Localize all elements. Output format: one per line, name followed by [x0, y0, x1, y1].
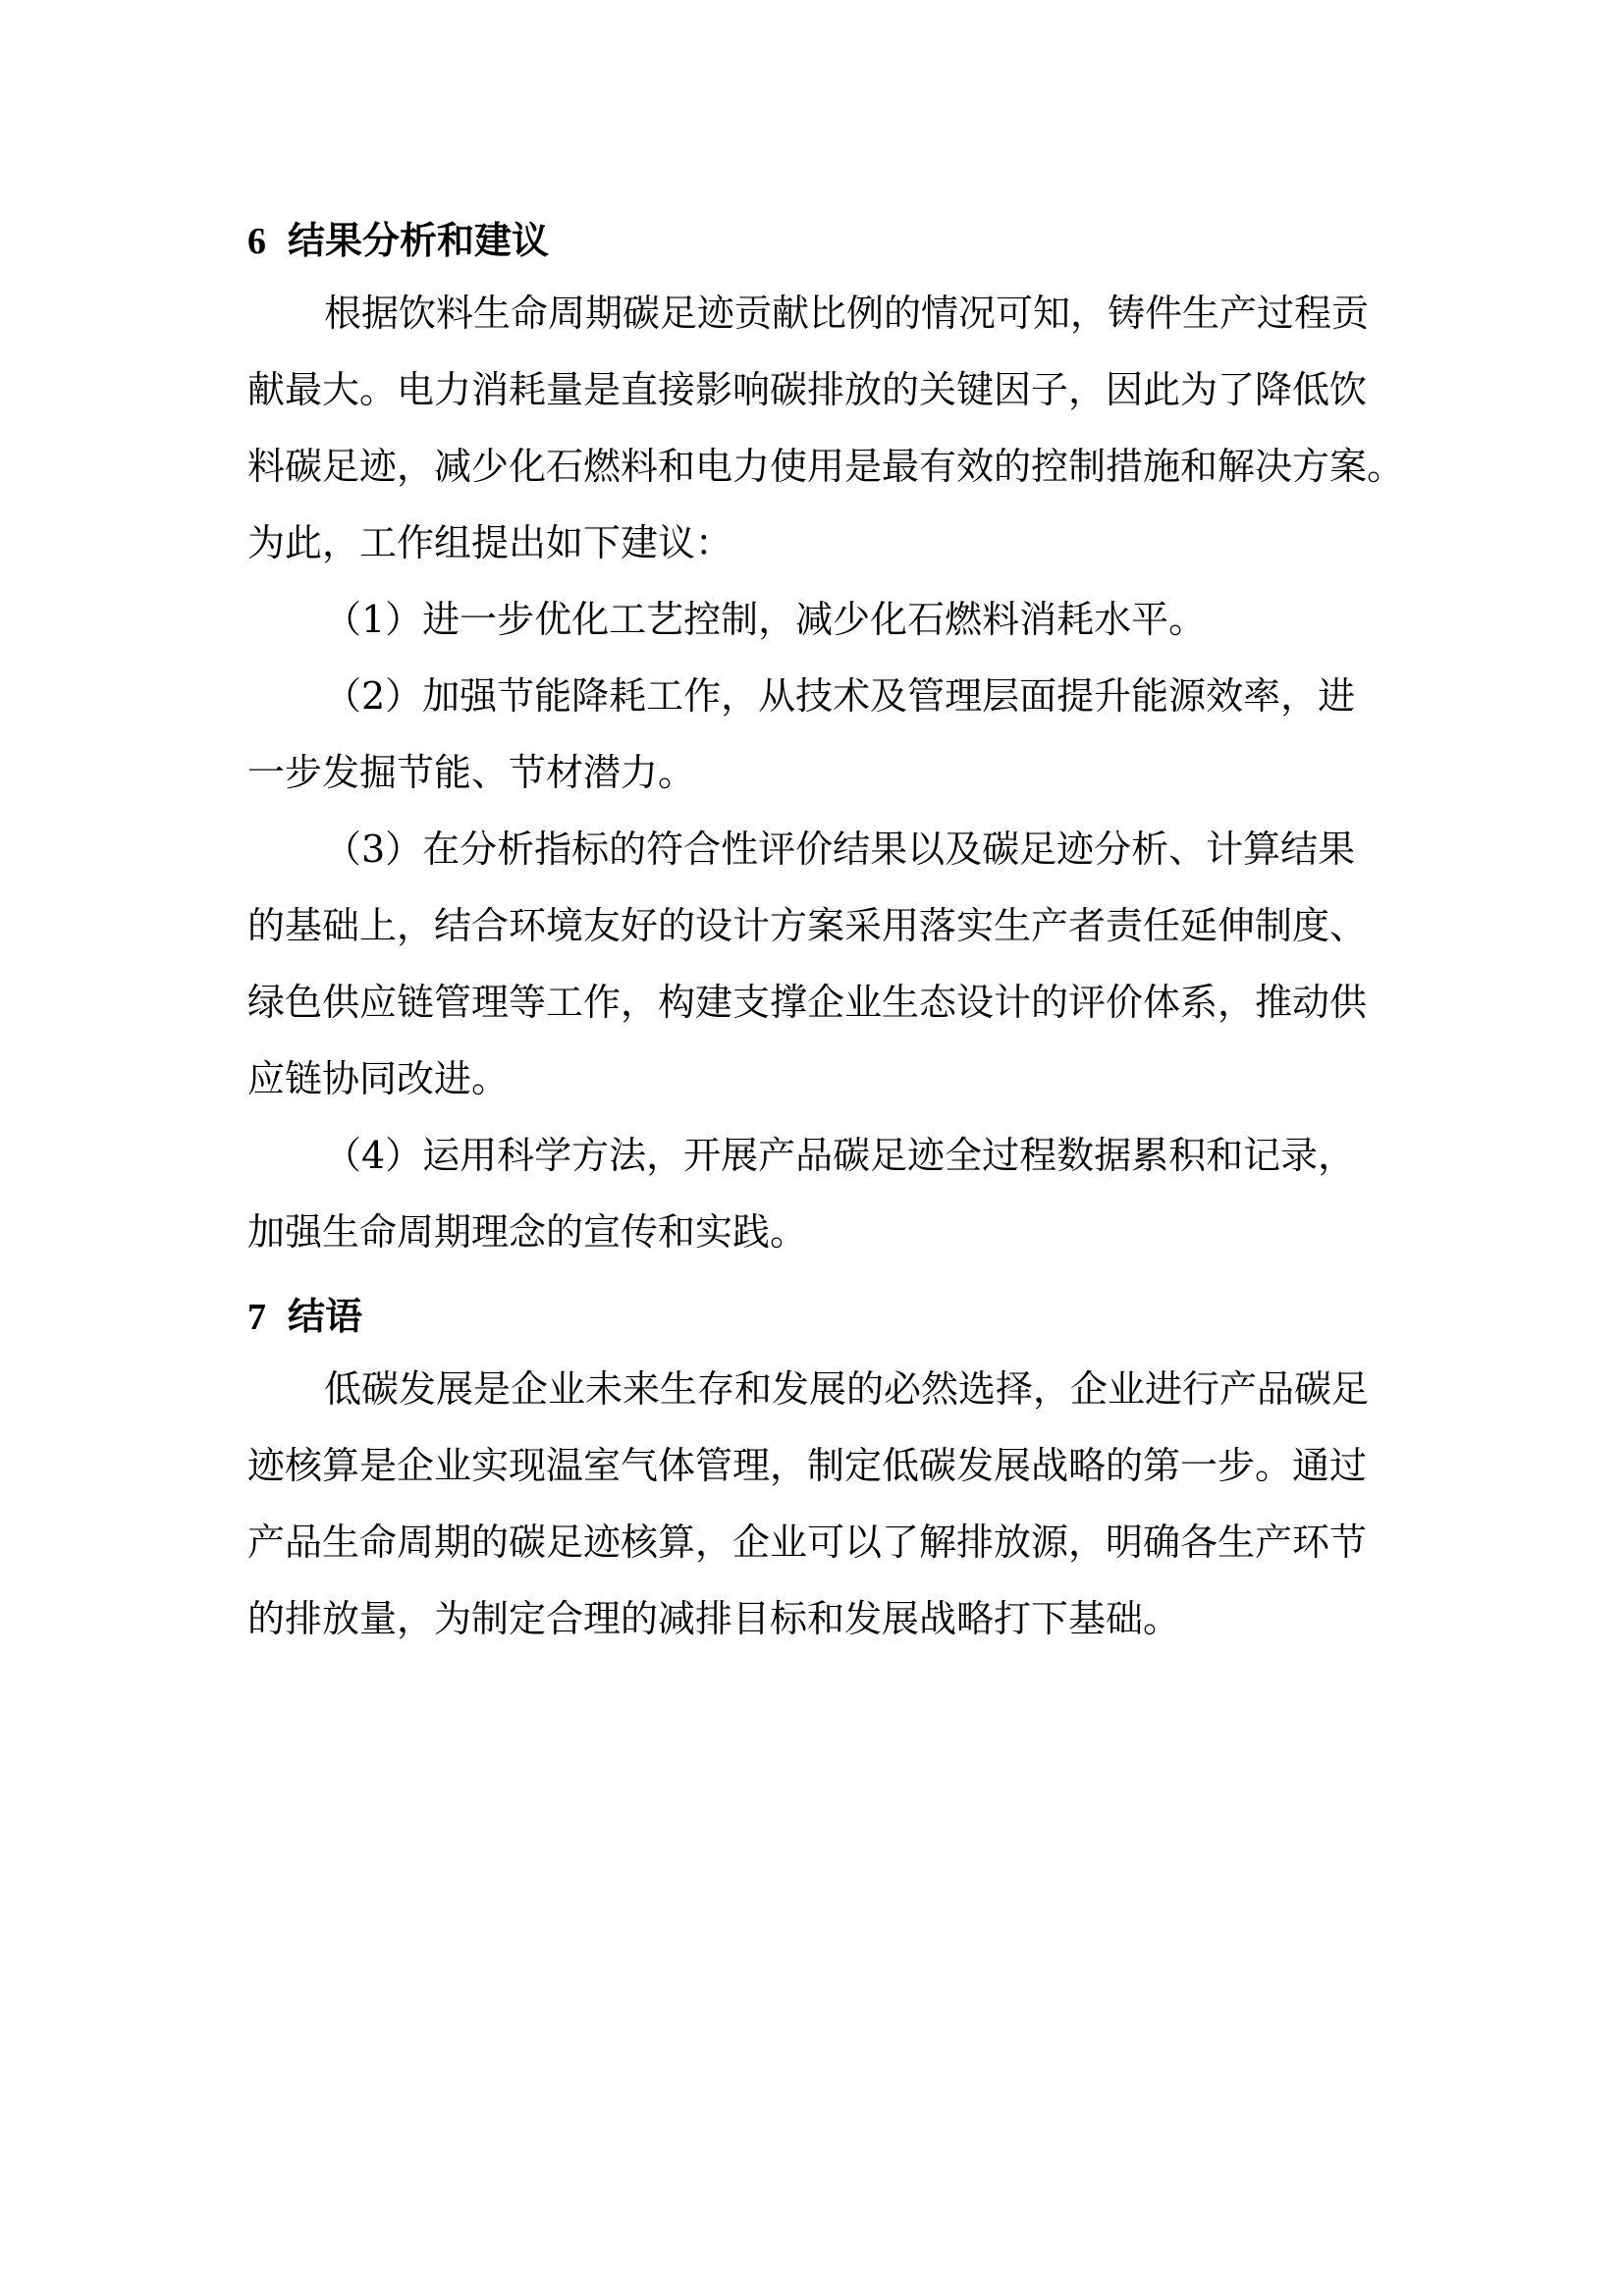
paragraph-line: 的排放量，为制定合理的减排目标和发展战略打下基础。: [247, 1597, 1181, 1640]
section-number: 7: [247, 1297, 266, 1338]
paragraph-line: 一步发掘节能、节材潜力。: [247, 751, 696, 794]
paragraph-line: 迹核算是企业实现温室气体管理，制定低碳发展战略的第一步。通过: [247, 1444, 1368, 1487]
paragraph-line: 根据饮料生命周期碳足迹贡献比例的情况可知，铸件生产过程贡: [324, 292, 1370, 335]
paragraph-line: 产品生命周期的碳足迹核算，企业可以了解排放源，明确各生产环节: [247, 1521, 1368, 1564]
section-title: 结语: [288, 1294, 363, 1338]
section-number: 6: [247, 221, 266, 262]
paragraph-line: 的基础上，结合环境友好的设计方案采用落实生产者责任延伸制度、: [247, 904, 1368, 947]
recommendation-4: [247, 1117, 1396, 1270]
document-body: [247, 206, 1405, 1657]
paragraph: [247, 275, 1405, 581]
recommendation-3: [247, 811, 1396, 1117]
paragraph-line: （4）运用科学方法，开展产品碳足迹全过程数据累积和记录，: [324, 1134, 1356, 1177]
paragraph-line: （2）加强节能降耗工作，从技术及管理层面提升能源效率，进: [324, 674, 1356, 718]
paragraph-line: 应链协同改进。: [247, 1057, 510, 1100]
paragraph-line: （1）进一步优化工艺控制，减少化石燃料消耗水平。: [324, 598, 1207, 641]
section-6-heading: [247, 206, 1396, 275]
paragraph-line: 料碳足迹，减少化石燃料和电力使用是最有效的控制措施和解决方案。: [247, 445, 1405, 488]
paragraph-line: 绿色供应链管理等工作，构建支撑企业生态设计的评价体系，推动供: [247, 981, 1368, 1024]
paragraph-line: （3）在分析指标的符合性评价结果以及碳足迹分析、计算结果: [324, 828, 1356, 871]
paragraph-line: 献最大。电力消耗量是直接影响碳排放的关键因子，因此为了降低饮: [247, 368, 1368, 411]
paragraph-line: 为此，工作组提出如下建议：: [247, 521, 733, 564]
section-title: 结果分析和建议: [288, 218, 550, 262]
paragraph: [247, 1351, 1396, 1657]
paragraph-line: 低碳发展是企业未来生存和发展的必然选择，企业进行产品碳足: [324, 1367, 1370, 1411]
recommendation-1: [247, 581, 1396, 658]
paragraph-line: 加强生命周期理念的宣传和实践。: [247, 1210, 808, 1254]
recommendation-2: [247, 658, 1396, 811]
section-7-heading: [247, 1282, 1396, 1351]
